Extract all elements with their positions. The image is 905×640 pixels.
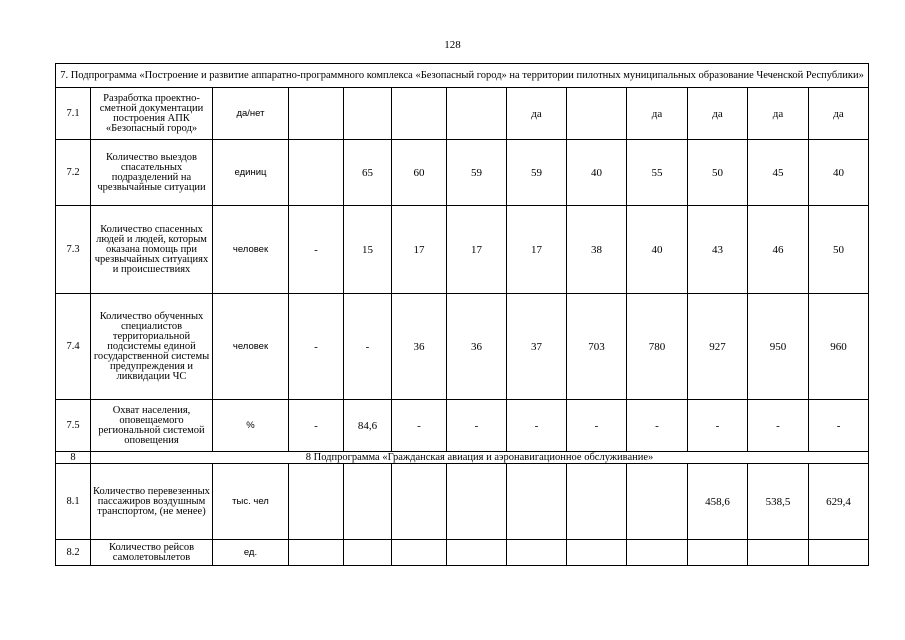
table-row (56, 88, 869, 140)
value-cell: - (809, 400, 869, 452)
value-cell: 629,4 (809, 464, 869, 540)
section-8-number: 8 (56, 452, 91, 464)
section-header-row (56, 64, 869, 88)
value-cell: 36 (392, 294, 447, 400)
row-number: 7.2 (56, 140, 91, 206)
value-cell (567, 88, 627, 140)
value-cell: 40 (627, 206, 688, 294)
value-cell: 17 (507, 206, 567, 294)
value-cell: 538,5 (748, 464, 809, 540)
value-cell: 60 (392, 140, 447, 206)
value-cell: 65 (344, 140, 392, 206)
value-cell: - (392, 400, 447, 452)
value-cell: 927 (688, 294, 748, 400)
value-cell: 15 (344, 206, 392, 294)
value-cell (507, 464, 567, 540)
value-cell: 46 (748, 206, 809, 294)
value-cell: да (748, 88, 809, 140)
indicators-table (55, 63, 869, 566)
value-cell: 59 (447, 140, 507, 206)
unit-cell: человек (213, 294, 289, 400)
row-number: 7.3 (56, 206, 91, 294)
unit-cell: да/нет (213, 88, 289, 140)
row-number: 7.4 (56, 294, 91, 400)
value-cell: - (748, 400, 809, 452)
indicator-name: Количество рейсов самолетовылетов (91, 540, 213, 566)
unit-cell: единиц (213, 140, 289, 206)
value-cell (447, 540, 507, 566)
value-cell (567, 464, 627, 540)
value-cell: - (688, 400, 748, 452)
value-cell: 45 (748, 140, 809, 206)
page-number: 128 (444, 39, 461, 51)
value-cell (344, 540, 392, 566)
value-cell (289, 140, 344, 206)
value-cell (289, 540, 344, 566)
value-cell: да (688, 88, 748, 140)
value-cell: - (507, 400, 567, 452)
table-row (56, 294, 869, 400)
value-cell: 50 (809, 206, 869, 294)
value-cell: да (627, 88, 688, 140)
value-cell: 40 (567, 140, 627, 206)
value-cell: - (447, 400, 507, 452)
table-row (56, 140, 869, 206)
unit-cell: человек (213, 206, 289, 294)
value-cell (344, 464, 392, 540)
value-cell: 17 (392, 206, 447, 294)
value-cell (392, 540, 447, 566)
unit-cell: % (213, 400, 289, 452)
value-cell: 43 (688, 206, 748, 294)
value-cell: 458,6 (688, 464, 748, 540)
value-cell: 40 (809, 140, 869, 206)
value-cell (567, 540, 627, 566)
section-7-title: 7. Подпрограмма «Построение и развитие аппаратно-программного комплекса «Безопасный город» на территории пилотных муниципальных образование Чеченской Республики» (56, 64, 869, 88)
value-cell: да (507, 88, 567, 140)
value-cell (344, 88, 392, 140)
value-cell: 59 (507, 140, 567, 206)
row-number: 8.2 (56, 540, 91, 566)
value-cell (688, 540, 748, 566)
indicator-name: Количество перевезенных пассажиров воздушным транспортом, (не менее) (91, 464, 213, 540)
value-cell: 950 (748, 294, 809, 400)
indicator-name: Количество обученных специалистов территориальной подсистемы единой государственной системы предупреждения и ликвидации ЧС (91, 294, 213, 400)
value-cell (748, 540, 809, 566)
value-cell (627, 540, 688, 566)
value-cell: 703 (567, 294, 627, 400)
value-cell: 17 (447, 206, 507, 294)
value-cell (447, 464, 507, 540)
value-cell (289, 88, 344, 140)
section-8-title: 8 Подпрограмма «Гражданская авиация и аэронавигационное обслуживание» (91, 452, 869, 464)
value-cell: 84,6 (344, 400, 392, 452)
value-cell (392, 464, 447, 540)
value-cell: - (567, 400, 627, 452)
value-cell: 55 (627, 140, 688, 206)
value-cell: - (344, 294, 392, 400)
table-row (56, 206, 869, 294)
value-cell (627, 464, 688, 540)
table-row (56, 464, 869, 540)
indicator-name: Охват населения, оповещаемого региональной системой оповещения (91, 400, 213, 452)
value-cell (392, 88, 447, 140)
value-cell: - (289, 400, 344, 452)
value-cell: да (809, 88, 869, 140)
value-cell: 38 (567, 206, 627, 294)
value-cell (289, 464, 344, 540)
row-number: 7.1 (56, 88, 91, 140)
row-number: 8.1 (56, 464, 91, 540)
table-row (56, 540, 869, 566)
value-cell (447, 88, 507, 140)
unit-cell: тыс. чел (213, 464, 289, 540)
value-cell: - (289, 294, 344, 400)
value-cell (809, 540, 869, 566)
value-cell: 37 (507, 294, 567, 400)
row-number: 7.5 (56, 400, 91, 452)
value-cell: 36 (447, 294, 507, 400)
value-cell: 960 (809, 294, 869, 400)
indicator-name: Количество спасенных людей и людей, которым оказана помощь при чрезвычайных ситуациях и происшествиях (91, 206, 213, 294)
table-row (56, 400, 869, 452)
indicator-name: Разработка проектно-сметной документации построения АПК «Безопасный город» (91, 88, 213, 140)
unit-cell: ед. (213, 540, 289, 566)
section-header-row (56, 452, 869, 464)
value-cell: 780 (627, 294, 688, 400)
value-cell: - (627, 400, 688, 452)
value-cell: 50 (688, 140, 748, 206)
value-cell: - (289, 206, 344, 294)
value-cell (507, 540, 567, 566)
indicator-name: Количество выездов спасательных подразделений на чрезвычайные ситуации (91, 140, 213, 206)
